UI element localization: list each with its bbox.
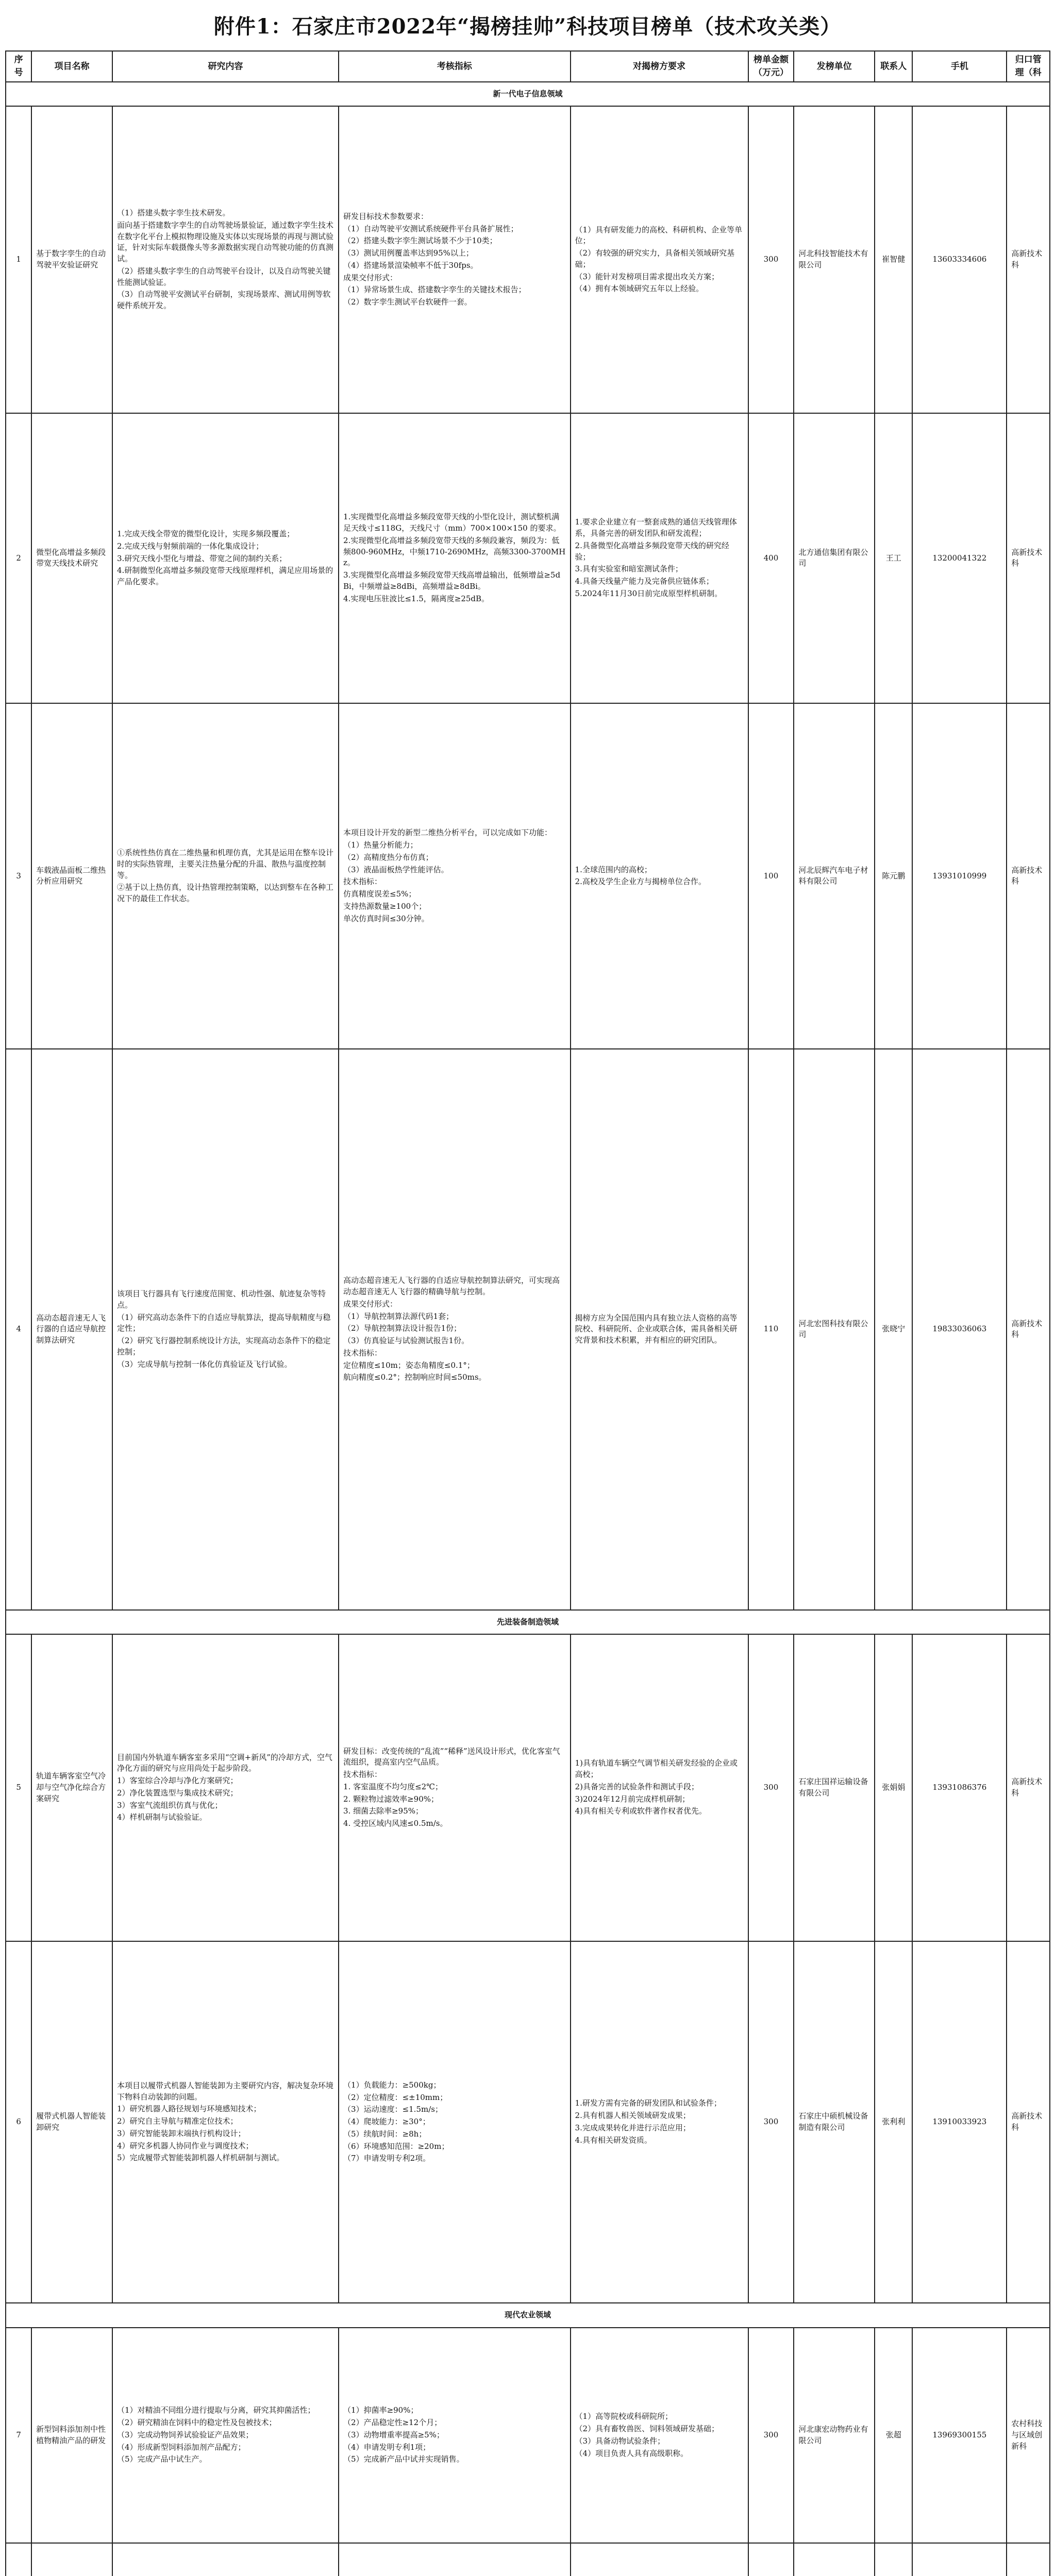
row-phone: 19833036063 [912,1049,1007,1610]
header-amount: 榜单金额（万元） [748,51,794,82]
row-org: 北方通信集团有限公司 [794,413,875,703]
cell-line: （2）搭建头数字孪生的自动驾驶平台设计，以及自动驾驶关键性能测试验证。 [116,266,331,287]
cell-line: 3.研究天线小型化与增益、带宽之间的制约关系； [116,553,287,563]
section-row [6,1610,1050,1634]
cell-line: （1）具有研发能力的高校、科研机构、企业等单位； [575,225,743,246]
cell-line: （4）搭建场景渲染帧率不低于30fps。 [343,260,478,270]
row-contact: 王工 [875,413,912,703]
header-metrics: 考核指标 [339,51,571,82]
header-org: 发榜单位 [794,51,875,82]
cell-line: （5）续航时间：≥8h； [343,2129,427,2139]
cell-line: 3.实现微型化高增益多频段宽带天线高增益输出，低频增益≥5dBi，中频增益≥8dBi，高频增益≥8dBi。 [343,570,561,591]
section-title: 现代农业领域 [6,2303,1050,2327]
row-name: 履带式机器人智能装卸研究 [31,1941,112,2303]
row-phone: 13931010999 [912,703,1007,1049]
cell-line: 目前国内外轨道车辆客室多采用“空调+新风”的冷却方式，空气净化方面的研究与应用尚处于起步阶段。 [116,1752,332,1773]
row-phone: 13603334606 [912,106,1007,413]
row-no [6,2543,31,2576]
cell-line: （1）对精油不同组分进行提取与分离，研究其抑菌活性； [116,2405,315,2415]
row-amount: 300 [748,1941,794,2303]
row-dept: 高新技术科 [1007,1634,1050,1941]
cell-line: 技术指标： [343,1348,382,1358]
row-name [31,2543,112,2576]
row-content [112,2328,339,2543]
cell-line: （4）拥有本领域研究五年以上经验。 [575,284,704,294]
cell-line: 3）研究智能装卸末端执行机构设计； [116,2128,246,2138]
cell-line: 1.研发方需有完备的研发团队和试验条件； [575,2098,722,2108]
cell-line: （4）形成新型饲料添加剂产品配方； [116,2442,246,2452]
row-name: 微型化高增益多频段带宽天线技术研究 [31,413,112,703]
row-content [112,703,339,1049]
row-metrics [339,1941,571,2303]
cell-line: （3）完成导航与控制一体化仿真验证及飞行试验。 [116,1359,292,1369]
cell-line: 2)具备完善的试验条件和测试手段； [575,1782,699,1791]
row-metrics [339,2543,571,2576]
row-org [794,2543,875,2576]
header-row [6,51,1050,82]
table-row [6,1634,1050,1941]
row-amount [748,2543,794,2576]
row-dept: 高新技术科 [1007,413,1050,703]
cell-line: 航向精度≤0.2°；控制响应时间≤50ms。 [343,1372,487,1382]
table-row [6,2328,1050,2543]
cell-line: （6）环境感知范围：≥20m； [343,2141,449,2151]
cell-line: 5）完成履带式智能装卸机器人样机研制与测试。 [116,2153,284,2163]
cell-line: 3.具有实验室和暗室测试条件； [575,564,683,574]
row-metrics [339,2328,571,2543]
table-row [6,1049,1050,1610]
cell-line: 揭榜方应为全国范围内具有独立法人资格的高等院校、科研院所、企业或联合体，需具备相关研究背景和技术积累，并有相应的研究团队。 [575,1313,738,1345]
row-no: 5 [6,1634,31,1941]
cell-line: （2）有较强的研究实力，具备相关领域研究基础； [575,248,735,269]
cell-line: 1.全球范围内的高校； [575,865,652,874]
row-content [112,106,339,413]
cell-line: （3）具备动物试验条件； [575,2436,665,2446]
cell-line: （2）研究精油在饲料中的稳定性及包被技术； [116,2418,277,2428]
cell-line: ①系统性热仿真在二维热量和机理仿真，尤其是运用在整车设计时的实际热管理，主要关注热量分配的升温、散热与温度控制等。 [116,848,333,880]
cell-line: 研发目标技术参数要求： [343,211,429,221]
row-phone: 13200041322 [912,413,1007,703]
cell-line: （7）申请发明专利2项。 [343,2154,431,2163]
cell-line: （3）自动驾驶平安测试平台研制，实现场景库、测试用例等软硬件系统开发。 [116,290,331,311]
cell-line: 1)具有轨道车辆空气调节相关研发经验的企业或高校； [575,1758,738,1780]
cell-line: 4.具有相关研发资质。 [575,2135,652,2145]
cell-line: 研发目标：改变传统的“乱流”“稀释”送风设计形式，优化客室气流组织，提高室内空气品质。 [343,1746,560,1767]
cell-line: 1.实现微型化高增益多频段宽带天线的小型化设计，测试整机满足天线寸≤118G，天线尺寸（mm）700×100×150 的要求。 [343,512,561,533]
cell-line: （1）导航控制算法源代码1套； [343,1311,454,1321]
cell-line: 2.完成天线与射频前端的一体化集成设计； [116,541,264,551]
row-no: 1 [6,106,31,413]
cell-line: ②基于以上热仿真，设计热管理控制策略，以达到整车在各种工况下的最佳工作状态。 [116,883,333,903]
cell-line: （3）液晶面板热学性能评估。 [343,865,449,874]
row-requirements [571,2328,748,2543]
row-org: 河北康宏动物药业有限公司 [794,2328,875,2543]
cell-line: （2）高精度热分布仿真； [343,852,433,862]
cell-line: 本项目以履带式机器人智能装卸为主要研究内容，解决复杂环境下物料自动装卸的问题。 [116,2080,333,2102]
row-amount: 400 [748,413,794,703]
row-org: 河北科技智能技术有限公司 [794,106,875,413]
cell-line: 定位精度≤10m；姿态角精度≤0.1°； [343,1360,475,1370]
row-dept: 高新技术科 [1007,1049,1050,1610]
header-dept: 归口管理（科 [1007,51,1050,82]
section-title: 新一代电子信息领域 [6,82,1050,106]
table-row [6,1941,1050,2303]
row-requirements [571,1634,748,1941]
row-amount: 300 [748,106,794,413]
row-phone [912,2543,1007,2576]
row-content [112,1049,339,1610]
row-phone: 13969300155 [912,2328,1007,2543]
row-requirements [571,2543,748,2576]
cell-line: （3）测试用例覆盖率达到95%以上； [343,248,474,258]
header-no: 序号 [6,51,31,82]
row-metrics [339,106,571,413]
row-contact: 张超 [875,2328,912,2543]
cell-line: 1.完成天线全带宽的微型化设计，实现多频段覆盖； [116,529,295,539]
row-requirements [571,106,748,413]
page-title: 附件1：石家庄市2022年“揭榜挂帅”科技项目榜单（技术攻关类） [213,14,842,39]
row-no: 2 [6,413,31,703]
cell-line: （2）具有畜牧兽医、饲料领域研发基础； [575,2424,719,2434]
row-no: 7 [6,2328,31,2543]
row-contact: 张晓宁 [875,1049,912,1610]
row-contact: 张利利 [875,1941,912,2303]
cell-line: 4）样机研制与试验验证。 [116,1812,207,1822]
header-phone: 手机 [912,51,1007,82]
row-content [112,413,339,703]
cell-line: （1）搭建头数字孪生技术研发。 [116,208,230,218]
cell-line: （2）搭建头数字孪生测试场景不少于10类； [343,236,497,246]
table-row [6,2543,1050,2576]
cell-line: 4.具备天线量产能力及完备供应链体系； [575,577,714,586]
row-name: 轨道车辆客室空气冷却与空气净化综合方案研究 [31,1634,112,1941]
cell-line: 4）研究多机器人协同作业与调度技术； [116,2141,254,2150]
cell-line: （3）动物增重率提高≥5%； [343,2430,444,2439]
cell-line: 4.实现电压驻波比≤1.5，隔离度≥25dB。 [343,594,490,603]
cell-line: （5）完成产品中试生产。 [116,2454,207,2464]
row-metrics [339,1634,571,1941]
cell-line: （2）数字孪生测试平台软硬件一套。 [343,297,472,307]
row-requirements [571,1941,748,2303]
cell-line: 本项目设计开发的新型二维热分析平台，可以完成如下功能： [343,828,552,838]
cell-line: （1）研究高动态条件下的自适应导航算法，提高导航精度与稳定性； [116,1312,331,1333]
header-name: 项目名称 [31,51,112,82]
row-requirements [571,703,748,1049]
table-row [6,703,1050,1049]
cell-line: 高动态超音速无人飞行器的自适应导航控制算法研究，可实现高动态超音速无人飞行器的精确导航与控制。 [343,1276,560,1297]
cell-line: 3. 细菌去除率≥95%； [343,1806,424,1816]
row-name: 车载液晶面板二维热分析应用研究 [31,703,112,1049]
cell-line: 1）客室综合冷却与净化方案研究； [116,1776,238,1786]
cell-line: 技术指标： [343,877,382,887]
header-contact: 联系人 [875,51,912,82]
row-amount: 110 [748,1049,794,1610]
cell-line: 4.研制微型化高增益多频段宽带天线原理样机，满足应用场景的产品化要求。 [116,566,333,587]
cell-line: 成果交付形式： [343,273,398,282]
cell-line: 3.完成成果转化并进行示范应用； [575,2123,691,2132]
cell-line: （1）异常场景生成、搭建数字孪生的关键技术报告； [343,285,526,295]
section-row [6,2303,1050,2327]
row-contact [875,2543,912,2576]
row-content [112,1634,339,1941]
row-contact: 张娟娟 [875,1634,912,1941]
cell-line: （1）负载能力：≥500kg； [343,2080,441,2090]
cell-line: 2.具有机器人相关领域研发成果； [575,2111,691,2121]
cell-line: （4）申请发明专利1项； [343,2442,431,2452]
cell-line: 3)2024年12月前完成样机研制； [575,1794,690,1804]
cell-line: 5.2024年11月30日前完成原型样机研制。 [575,588,723,598]
cell-line: 技术指标： [343,1770,382,1780]
row-org: 河北辰辉汽车电子材料有限公司 [794,703,875,1049]
row-dept: 高新技术科 [1007,106,1050,413]
row-amount: 100 [748,703,794,1049]
row-dept: 农村科技与区域创新科 [1007,2328,1050,2543]
row-dept [1007,2543,1050,2576]
cell-line: 成果交付形式： [343,1299,398,1309]
cell-line: 单次仿真时间≤30分钟。 [343,913,429,923]
row-phone: 13910033923 [912,1941,1007,2303]
cell-line: （4）爬坡能力：≥30°； [343,2117,430,2127]
row-no: 3 [6,703,31,1049]
cell-line: （2）产品稳定性≥12个月； [343,2418,442,2428]
row-no: 6 [6,1941,31,2303]
header-content: 研究内容 [112,51,339,82]
cell-line: 1. 客室温度不均匀度≤2℃； [343,1782,443,1791]
cell-line: 3）客室气流组织仿真与优化； [116,1800,223,1810]
project-table [5,50,1050,2576]
row-name: 新型饲料添加剂中性植物精油产品的研发 [31,2328,112,2543]
cell-line: 1.要求企业建立有一整套成熟的通信天线管理体系，具备完善的研发团队和研发流程； [575,517,737,538]
row-org: 石家庄国祥运输设备有限公司 [794,1634,875,1941]
cell-line: （1）自动驾驶平安测试系统硬件平台具备扩展性； [343,224,518,233]
cell-line: 2.实现微型化高增益多频段宽带天线的多频段兼容，频段为：低频800-960MHz，中频1710-2690MHz，高频3300-3700MHz。 [343,535,566,568]
cell-line: （3）仿真验证与试验测试报告1份。 [343,1336,470,1346]
cell-line: 面向基于搭建数字孪生的自动驾驶场景验证，通过数字孪生技术在数字化平台上模拟物理设施及实体以实现场景的再现与测试验证，针对实际车载摄像头等多源数据实现自动驾驶功能的仿真测试。 [116,220,333,264]
cell-line: 该项目飞行器具有飞行速度范围宽、机动性强、航迹复杂等特点。 [116,1289,326,1310]
section-title: 先进装备制造领域 [6,1610,1050,1634]
row-dept: 高新技术科 [1007,1941,1050,2303]
row-name: 高动态超音速无人飞行器的自适应导航控制算法研究 [31,1049,112,1610]
cell-line: 2）净化装置选型与集成技术研究； [116,1788,238,1798]
cell-line: 2.高校及学生企业方与揭榜单位合作。 [575,877,706,887]
row-amount: 300 [748,2328,794,2543]
cell-line: 支持热源数量≥100个； [343,901,427,911]
row-dept: 高新技术科 [1007,703,1050,1049]
cell-line: （5）完成新产品中试并实现销售。 [343,2454,464,2464]
cell-line: （1）热量分析能力； [343,840,418,850]
cell-line: 2）研究自主导航与精准定位技术； [116,2116,238,2126]
row-content [112,2543,339,2576]
cell-line: （4）项目负责人具有高级职称。 [575,2448,689,2458]
cell-line: （3）运动速度：≤1.5m/s； [343,2105,443,2114]
row-no: 4 [6,1049,31,1610]
header-requirements: 对揭榜方要求 [571,51,748,82]
table-row [6,106,1050,413]
cell-line: 2.具备微型化高增益多频段宽带天线的研究经验； [575,540,729,562]
cell-line: 仿真精度误差≤5%； [343,889,416,899]
cell-line: （3）能针对发榜项目需求提出攻关方案； [575,272,719,281]
cell-line: （2）导航控制算法设计报告1份； [343,1324,462,1333]
cell-line: （1）高等院校或科研院所； [575,2412,673,2421]
row-requirements [571,413,748,703]
row-org: 石家庄中硕机械设备制造有限公司 [794,1941,875,2303]
cell-line: （2）定位精度：≤±10mm； [343,2092,448,2102]
row-metrics [339,413,571,703]
row-metrics [339,703,571,1049]
table-row [6,413,1050,703]
cell-line: 2. 颗粒物过滤效率≥90%； [343,1794,439,1804]
row-amount: 300 [748,1634,794,1941]
cell-line: 4. 受控区域内风速≤0.5m/s。 [343,1819,448,1828]
row-metrics [339,1049,571,1610]
cell-line: 1）研究机器人路径规划与环境感知技术； [116,2104,261,2114]
cell-line: （3）完成动物饲养试验验证产品效果； [116,2430,254,2439]
row-phone: 13931086376 [912,1634,1007,1941]
cell-line: 4)具有相关专利或软件著作权者优先。 [575,1806,707,1816]
row-requirements [571,1049,748,1610]
row-content [112,1941,339,2303]
row-contact: 崔智健 [875,106,912,413]
cell-line: （2）研究飞行器控制系统设计方法，实现高动态条件下的稳定控制； [116,1336,331,1357]
section-row [6,82,1050,106]
row-org: 河北宏图科技有限公司 [794,1049,875,1610]
row-name: 基于数字孪生的自动驾驶平安验证研究 [31,106,112,413]
row-contact: 陈元鹏 [875,703,912,1049]
cell-line: （1）抑菌率≥90%； [343,2405,418,2415]
